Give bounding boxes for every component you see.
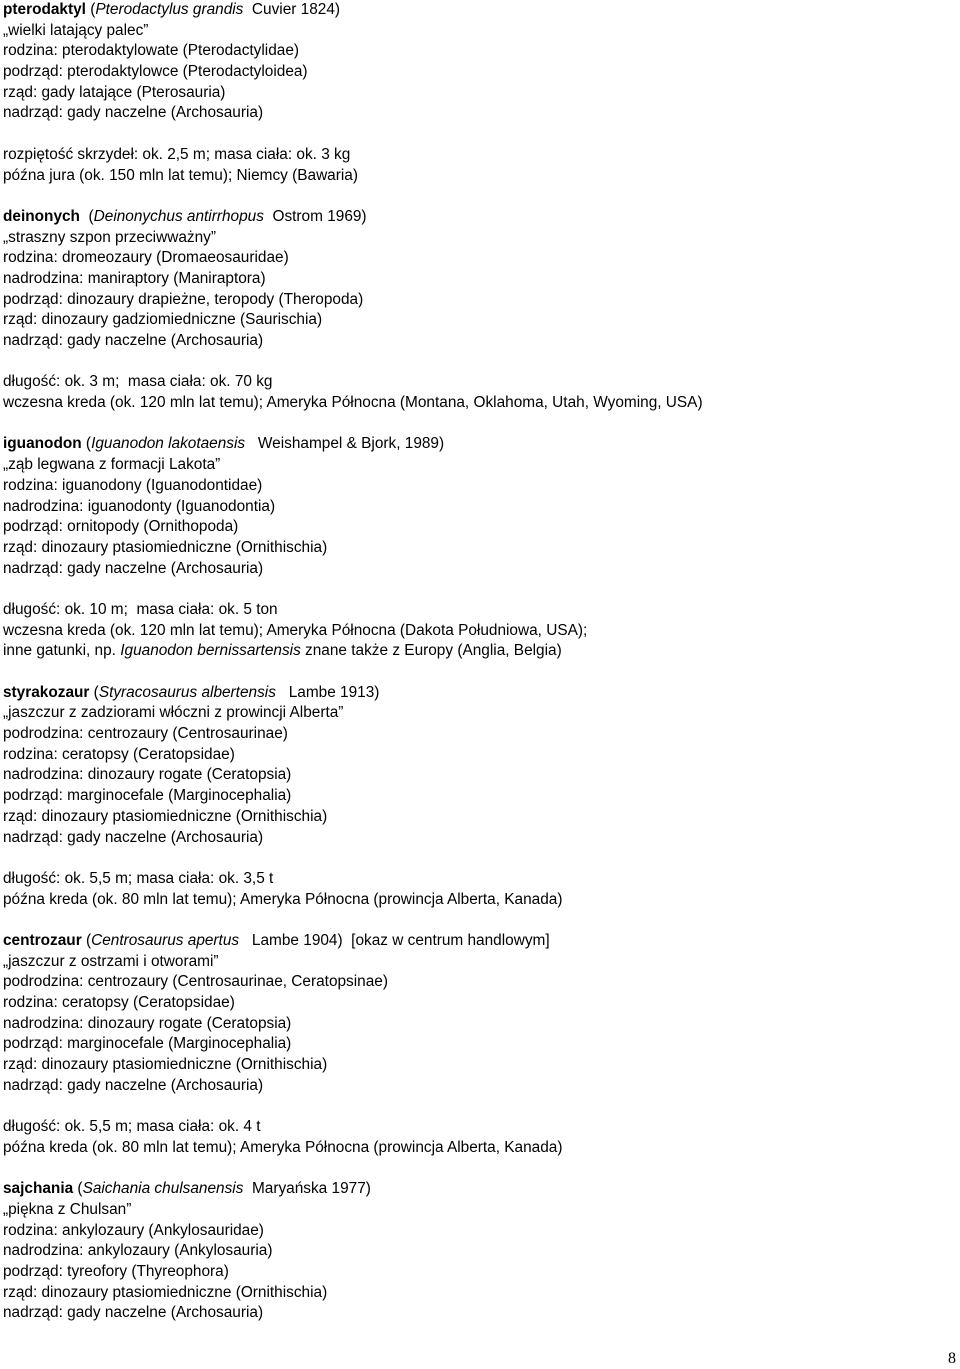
- spacer: [3, 579, 943, 600]
- fact-line: długość: ok. 10 m; masa ciała: ok. 5 ton: [3, 600, 278, 618]
- title-open: (: [79, 207, 94, 225]
- name-meaning: „piękna z Chulsan”: [3, 1200, 132, 1218]
- taxonomy-line: rząd: dinozaury ptasiomiedniczne (Ornithischia): [3, 1283, 328, 1301]
- name-meaning: „jaszczur z zadziorami włóczni z prowincji Alberta”: [3, 704, 344, 722]
- fact-line: długość: ok. 3 m; masa ciała: ok. 70 kg: [3, 373, 273, 391]
- taxonomy-line: podrodzina: centrozaury (Centrosaurinae, Ceratopsinae): [3, 973, 388, 991]
- taxonomy-line: nadrząd: gady naczelne (Archosauria): [3, 1304, 264, 1322]
- taxonomy-line: nadrodzina: ankylozaury (Ankylosauria): [3, 1242, 273, 1260]
- taxonomy-line: nadrodzina: dinozaury rogate (Ceratopsia): [3, 766, 292, 784]
- taxonomy-line: nadrząd: gady naczelne (Archosauria): [3, 332, 264, 349]
- latin-name: Deinonychus antirrhopus: [93, 207, 264, 225]
- taxonomy-line: rodzina: dromeozaury (Dromaeosauridae): [3, 249, 289, 267]
- latin-name: Saichania chulsanensis: [82, 1180, 244, 1198]
- taxonomy-line: rodzina: pterodaktylowate (Pterodactylidae): [3, 42, 299, 60]
- taxonomy-line: rząd: dinozaury gadziomiedniczne (Saurischia): [3, 311, 323, 329]
- extra-note: [3, 641, 943, 662]
- title-rest: Weishampel & Bjork, 1989): [245, 435, 445, 453]
- taxonomy-line: rząd: dinozaury ptasiomiedniczne (Ornithischia): [3, 1056, 328, 1074]
- extra-latin: Iguanodon bernissartensis: [120, 642, 301, 660]
- title-open: (: [81, 435, 92, 453]
- extra-prefix: inne gatunki, np.: [3, 642, 121, 660]
- page-number: 8: [948, 1350, 956, 1367]
- fact-line: późna kreda (ok. 80 mln lat temu); Ameryka Północna (prowincja Alberta, Kanada): [3, 1138, 563, 1156]
- fact-line: długość: ok. 5,5 m; masa ciała: ok. 3,5 t: [3, 869, 274, 887]
- name-meaning: „jaszczur z ostrzami i otworami”: [3, 952, 219, 970]
- taxonomy-line: podrząd: dinozaury drapieżne, teropody (Theropoda): [3, 290, 364, 308]
- fact-line: późna kreda (ok. 80 mln lat temu); Ameryka Północna (prowincja Alberta, Kanada): [3, 890, 563, 908]
- species-entry-sajchania: [3, 1179, 943, 1324]
- taxonomy-line: podrząd: marginocefale (Marginocephalia): [3, 1035, 292, 1053]
- fact-line: długość: ok. 5,5 m; masa ciała: ok. 4 t: [3, 1118, 261, 1136]
- title-rest: Maryańska 1977): [243, 1180, 371, 1198]
- spacer: [3, 124, 943, 145]
- species-name: deinonych: [3, 207, 80, 225]
- species-name: pterodaktyl: [3, 1, 86, 18]
- species-title: [3, 931, 943, 952]
- title-open: (: [85, 1, 96, 18]
- latin-name: Centrosaurus apertus: [91, 931, 240, 949]
- species-name: centrozaur: [3, 931, 82, 949]
- species-entry-styrakozaur: [3, 683, 943, 911]
- taxonomy-line: nadrodzina: iguanodonty (Iguanodontia): [3, 497, 276, 515]
- taxonomy-line: podrząd: pterodaktylowce (Pterodactyloidea): [3, 63, 308, 81]
- spacer: [3, 1096, 943, 1117]
- document-body: [3, 0, 943, 1324]
- spacer: [3, 848, 943, 869]
- title-open: (: [81, 931, 92, 949]
- species-title: [3, 434, 943, 455]
- species-title: [3, 0, 943, 21]
- species-title: [3, 683, 943, 704]
- species-title: [3, 1179, 943, 1200]
- taxonomy-line: rząd: dinozaury ptasiomiedniczne (Ornithischia): [3, 538, 328, 556]
- fact-line: wczesna kreda (ok. 120 mln lat temu); Ameryka Północna (Dakota Południowa, USA);: [3, 621, 588, 639]
- taxonomy-line: rodzina: ceratopsy (Ceratopsidae): [3, 745, 235, 763]
- species-entry-deinonych: [3, 207, 943, 414]
- latin-name: Styracosaurus albertensis: [98, 683, 276, 701]
- taxonomy-line: nadrząd: gady naczelne (Archosauria): [3, 559, 264, 577]
- fact-line: rozpiętość skrzydeł: ok. 2,5 m; masa ciała: ok. 3 kg: [3, 145, 351, 163]
- species-name: sajchania: [3, 1180, 74, 1198]
- taxonomy-line: podrodzina: centrozaury (Centrosaurinae): [3, 725, 288, 743]
- title-rest: Ostrom 1969): [263, 207, 367, 225]
- species-entry-iguanodon: [3, 434, 943, 662]
- species-title: [3, 207, 943, 228]
- species-entry-pterodaktyl: [3, 0, 943, 186]
- spacer: [3, 352, 943, 373]
- title-rest: Lambe 1913): [275, 683, 380, 701]
- species-name: iguanodon: [3, 435, 82, 453]
- extra-suffix: znane także z Europy (Anglia, Belgia): [300, 642, 562, 660]
- name-meaning: „straszny szpon przeciwważny”: [3, 228, 216, 246]
- taxonomy-line: rodzina: iguanodony (Iguanodontidae): [3, 476, 263, 494]
- latin-name: Pterodactylus grandis: [95, 1, 244, 18]
- taxonomy-line: podrząd: marginocefale (Marginocephalia): [3, 787, 292, 805]
- name-meaning: „ząb legwana z formacji Lakota”: [3, 456, 221, 474]
- taxonomy-line: podrząd: tyreofory (Thyreophora): [3, 1262, 229, 1280]
- title-open: (: [73, 1180, 83, 1198]
- name-meaning: „wielki latający palec”: [3, 21, 149, 39]
- taxonomy-line: nadrząd: gady naczelne (Archosauria): [3, 1076, 264, 1094]
- fact-line: późna jura (ok. 150 mln lat temu); Niemcy (Bawaria): [3, 166, 358, 184]
- species-entry-centrozaur: [3, 931, 943, 1159]
- title-rest: Lambe 1904) [okaz w centrum handlowym]: [239, 931, 550, 949]
- taxonomy-line: rząd: dinozaury ptasiomiedniczne (Ornithischia): [3, 807, 328, 825]
- species-name: styrakozaur: [3, 683, 90, 701]
- taxonomy-line: nadrodzina: maniraptory (Maniraptora): [3, 269, 266, 287]
- taxonomy-line: nadrząd: gady naczelne (Archosauria): [3, 104, 264, 122]
- taxonomy-line: nadrząd: gady naczelne (Archosauria): [3, 828, 264, 846]
- latin-name: Iguanodon lakotaensis: [91, 435, 246, 453]
- taxonomy-line: rodzina: ceratopsy (Ceratopsidae): [3, 994, 235, 1011]
- taxonomy-line: nadrodzina: dinozaury rogate (Ceratopsia): [3, 1014, 292, 1032]
- title-rest: Cuvier 1824): [243, 1, 341, 18]
- taxonomy-line: rząd: gady latające (Pterosauria): [3, 83, 226, 101]
- fact-line: wczesna kreda (ok. 120 mln lat temu); Ameryka Północna (Montana, Oklahoma, Utah, Wyoming, USA): [3, 394, 703, 412]
- taxonomy-line: podrząd: ornitopody (Ornithopoda): [3, 518, 239, 536]
- title-open: (: [89, 683, 99, 701]
- taxonomy-line: rodzina: ankylozaury (Ankylosauridae): [3, 1221, 264, 1239]
